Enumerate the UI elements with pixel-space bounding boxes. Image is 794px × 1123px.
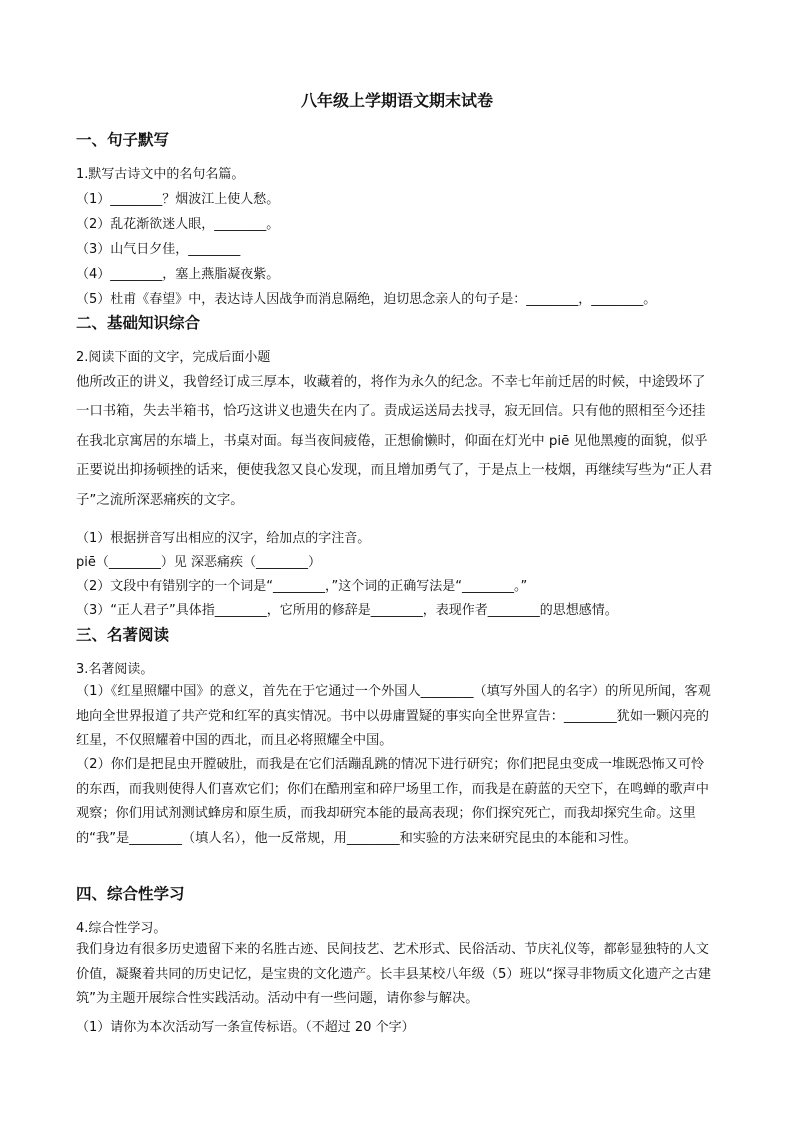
section-heading-4: 四、综合性学习 [76, 885, 185, 903]
question-2-pinyin-line: piē（________）见 深恶痛疾（________） [76, 555, 321, 570]
section-heading-2: 二、基础知识综合 [76, 314, 201, 332]
question-4-intro: 4.综合性学习。 [76, 921, 167, 936]
question-2-sub-2: （2）文段中有错别字的一个词是“________，”这个词的正确写法是“________。” [76, 579, 528, 594]
question-3-intro: 3.名著阅读。 [76, 662, 154, 677]
question-1-item-3: （3）山气日夕佳，________ [76, 242, 241, 257]
section-heading-3: 三、名著阅读 [76, 626, 170, 644]
page-title: 八年级上学期语文期末试卷 [300, 91, 493, 110]
question-1-intro: 1.默写古诗文中的名句名篇。 [76, 167, 245, 182]
section-heading-1: 一、句子默写 [76, 131, 170, 149]
question-1-item-1: （1）________？烟波江上使人愁。 [76, 192, 280, 207]
question-2-sub-1: （1）根据拼音写出相应的汉字，给加点的字注音。 [76, 531, 371, 546]
question-1-item-2: （2）乱花渐欲迷人眼，________。 [76, 217, 280, 232]
question-1-item-5: （5）杜甫《春望》中，表达诗人因战争而消息隔绝，迫切思念亲人的句子是：________，________。 [76, 292, 657, 307]
question-4-passage: 我们身边有很多历史遗留下来的名胜古迹、民间技艺、艺术形式、民俗活动、节庆礼仪等，都彰显独特的人文价值，凝聚着共同的历史记忆，是宝贵的文化遗产。长丰县某校八年级（5）班以“探寻非物质文化遗产之古建筑”为主题开展综合性实践活动。活动中有一些问题，请你参与解决。 [76, 942, 712, 1006]
question-3-para-2: （2）你们是把昆虫开膛破肚，而我是在它们活蹦乱跳的情况下进行研究；你们把昆虫变成一堆既恐怖又可怜的东西，而我则使得人们喜欢它们；你们在酷刑室和碎尸场里工作，而我是在蔚蓝的天空下，在鸣蝉的歌声中观察；你们用试剂测试蜂房和原生质，而我却研究本能的最高表现；你们探究死亡，而我却探究生命。这里的“我”是________（填人名），他一反常规，用________和实验的方法来研究昆虫的本能和习性。 [76, 757, 709, 846]
question-2-intro: 2.阅读下面的文字，完成后面小题 [76, 350, 271, 365]
question-1-item-4: （4）________，塞上燕脂凝夜紫。 [76, 267, 280, 282]
question-2-sub-3: （3）“正人君子”具体指________，它所用的修辞是________，表现作者________的思想感情。 [76, 603, 618, 618]
question-2-passage: 他所改正的讲义，我曾经订成三厚本，收藏着的，将作为永久的纪念。不幸七年前迁居的时候，中途毁坏了一口书箱，失去半箱书，恰巧这讲义也遗失在内了。责成运送局去找寻，寂无回信。只有他的照相至今还挂在我北京寓居的东墙上，书桌对面。每当夜间疲倦，正想偷懒时，仰面在灯光中 piē 见他黑瘦的面貌，似乎正要说出抑扬顿挫的话来，便使我忽又良心发现，而且增加勇气了，于是点上一枝烟，再继续写些为“正人君子”之流所深恶痛疾的文字。 [76, 375, 713, 508]
question-4-sub-1: （1）请你为本次活动写一条宣传标语。（不超过 20 个字） [76, 1020, 415, 1035]
question-3-para-1: （1）《红星照耀中国》的意义，首先在于它通过一个外国人________（填写外国人的名字）的所见所闻，客观地向全世界报道了共产党和红军的真实情况。书中以毋庸置疑的事实向全世界宣告：________犹如一颗闪亮的红星，不仅照耀着中国的西北，而且必将照耀全中国。 [76, 684, 711, 748]
